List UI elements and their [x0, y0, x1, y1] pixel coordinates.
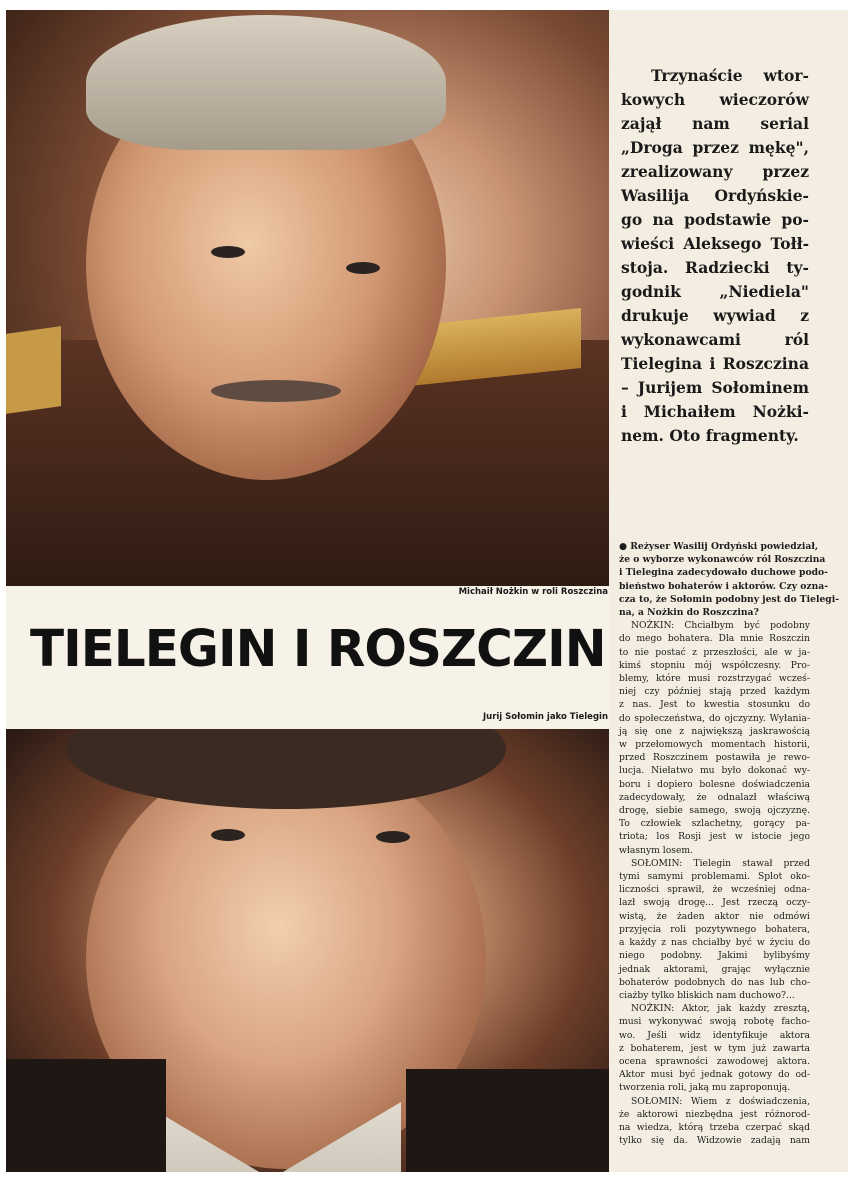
paragraph: [619, 1095, 810, 1148]
text-line: liczności sprawił, że wcześniej odna-: [619, 884, 810, 896]
text-line: wo. Jeśli widz identyfikuje aktora: [619, 1029, 810, 1041]
text-line: cza to, że Sołomin podobny jest do Tielegi-: [619, 593, 840, 605]
text-line: na, a Nożkin do Roszczina?: [619, 607, 759, 619]
epaulette-left: [6, 326, 61, 414]
text-line: tworzenia roli, jaką mu zaproponują.: [619, 1082, 791, 1094]
intro-line: go na podstawie po-: [621, 210, 809, 229]
text-line: To człowiek szlachetny, gorący pa-: [619, 818, 810, 830]
intro-line: stoja. Radziecki ty-: [621, 258, 809, 277]
text-line: wistą, że żaden aktor nie odmówi: [619, 910, 810, 922]
caption-top-photo: Michaił Nożkin w roli Roszczina: [458, 587, 608, 597]
text-line: w przełomowych momentach historii,: [619, 739, 810, 751]
text-line: że aktorowi niezbędna jest różnorod-: [619, 1108, 810, 1120]
text-line: tylko się da. Widzowie zadają nam: [619, 1135, 810, 1147]
text-line: bohaterów podobnych do nas lub cho-: [619, 976, 810, 988]
text-line: kimś stopniu mój współczesny. Pro-: [619, 659, 810, 671]
text-line: przyjęcia roli pozytywnego bohatera,: [619, 923, 810, 935]
eye-left: [211, 246, 245, 258]
eye-right: [346, 262, 380, 274]
intro-line: i Michaiłem Nożki-: [621, 402, 809, 421]
hair: [66, 729, 506, 809]
caption-bottom-photo: Jurij Sołomin jako Tielegin: [482, 712, 608, 722]
text-line: NOŻKIN: Aktor, jak każdy zresztą,: [631, 1003, 810, 1015]
text-line: że o wyborze wykonawców ról Roszczina: [619, 554, 826, 566]
text-line: drogę, siebie samego, swoją ojczyznę.: [619, 805, 810, 817]
intro-line: wieści Aleksego Tołł-: [621, 234, 809, 253]
text-line: ● Reżyser Wasilij Ordyński powiedział,: [619, 541, 819, 552]
text-line: na wiedza, którą trzeba czerpać skąd: [619, 1121, 810, 1133]
text-line: z nas. Jest to kwestia stosunku do: [619, 699, 810, 711]
text-line: lazł swoją drogę... Jest rzeczą oczy-: [619, 897, 810, 909]
intro-line: zrealizowany przez: [621, 162, 809, 181]
text-line: niej czy później stają przed każdym: [619, 686, 810, 698]
text-line: ocena sprawności zawodowej aktora.: [619, 1055, 810, 1067]
text-line: tymi samymi problemami. Splot oko-: [619, 871, 810, 883]
paragraph: [619, 857, 810, 1002]
text-line: ciażby tylko bliskich nam duchowo?...: [619, 989, 795, 1001]
text-line: i Tielegina zadecydowało duchowe podo-: [619, 567, 828, 579]
text-line: własnym losem.: [619, 844, 694, 856]
paragraph: [619, 619, 810, 857]
paragraph: [619, 1002, 810, 1094]
text-line: SOŁOMIN: Tielegin stawał przed: [631, 857, 810, 869]
intro-line: Trzynaście wtor-: [651, 66, 809, 85]
eye-right: [376, 831, 410, 843]
intro-line: wykonawcami ról: [621, 330, 809, 349]
text-line: przed Roszczinem postawiła je rewo-: [619, 752, 810, 764]
text-line: blemy, które musi rozstrzygać wcześ-: [619, 673, 810, 685]
intro-line: drukuje wywiad z: [621, 306, 809, 325]
intro-line: – Jurijem Sołominem: [621, 378, 809, 397]
text-line: NOŻKIN: Chciałbym być podobny: [631, 620, 810, 632]
text-line: bieństwo bohaterów i aktorów. Czy ozna-: [619, 580, 829, 592]
text-line: SOŁOMIN: Wiem z doświadczenia,: [631, 1095, 810, 1107]
intro-line: kowych wieczorów: [621, 90, 809, 109]
text-line: zadecydowały, że odnalazł właściwą: [619, 791, 810, 803]
text-line: z bohaterem, jest w tym już zawarta: [619, 1042, 810, 1054]
text-line: a każdy z nas chciałby być w życiu do: [619, 937, 810, 949]
text-line: lucja. Niełatwo mu było dokonać wy-: [619, 765, 810, 777]
interview-question: [619, 540, 840, 619]
text-line: boru i dopiero bolesne doświadczenia: [619, 778, 810, 790]
intro-lead: [621, 64, 809, 448]
text-line: ją się one z największą jaskrawością: [619, 725, 810, 737]
intro-line: „Droga przez mękę",: [621, 138, 809, 157]
photo-tielegin: [6, 729, 609, 1172]
text-line: do mego bohatera. Dla mnie Roszczin: [619, 633, 810, 645]
photo-roszczin: [6, 10, 609, 586]
text-line: to nie postać z przeszłości, ale w ja-: [619, 646, 810, 658]
intro-line: Tielegina i Roszczina: [621, 354, 809, 373]
text-line: musi wykonywać swoją robotę facho-: [619, 1016, 810, 1028]
headline: TIELEGIN I ROSZCZIN: [30, 620, 606, 679]
text-line: triota; los Rosji jest w istocie jego: [619, 831, 810, 843]
article-body: [619, 540, 840, 1147]
intro-line: Wasilija Ordyńskie-: [621, 186, 809, 205]
text-line: Aktor musi być jednak gotowy do od-: [619, 1069, 810, 1081]
intro-line: godnik „Niediela": [621, 282, 809, 301]
hair: [86, 15, 446, 150]
moustache: [211, 380, 341, 402]
intro-line: nem. Oto fragmenty.: [621, 426, 799, 445]
intro-line: zajął nam serial: [621, 114, 809, 133]
text-line: jednak aktorami, grając wyłącznie: [619, 963, 810, 975]
text-line: do społeczeństwa, do ojczyzny. Wyłania-: [619, 712, 810, 724]
text-line: niego podobny. Jakimi bylibyśmy: [619, 950, 810, 962]
jacket: [406, 1069, 609, 1172]
jacket: [6, 1059, 166, 1172]
eye-left: [211, 829, 245, 841]
